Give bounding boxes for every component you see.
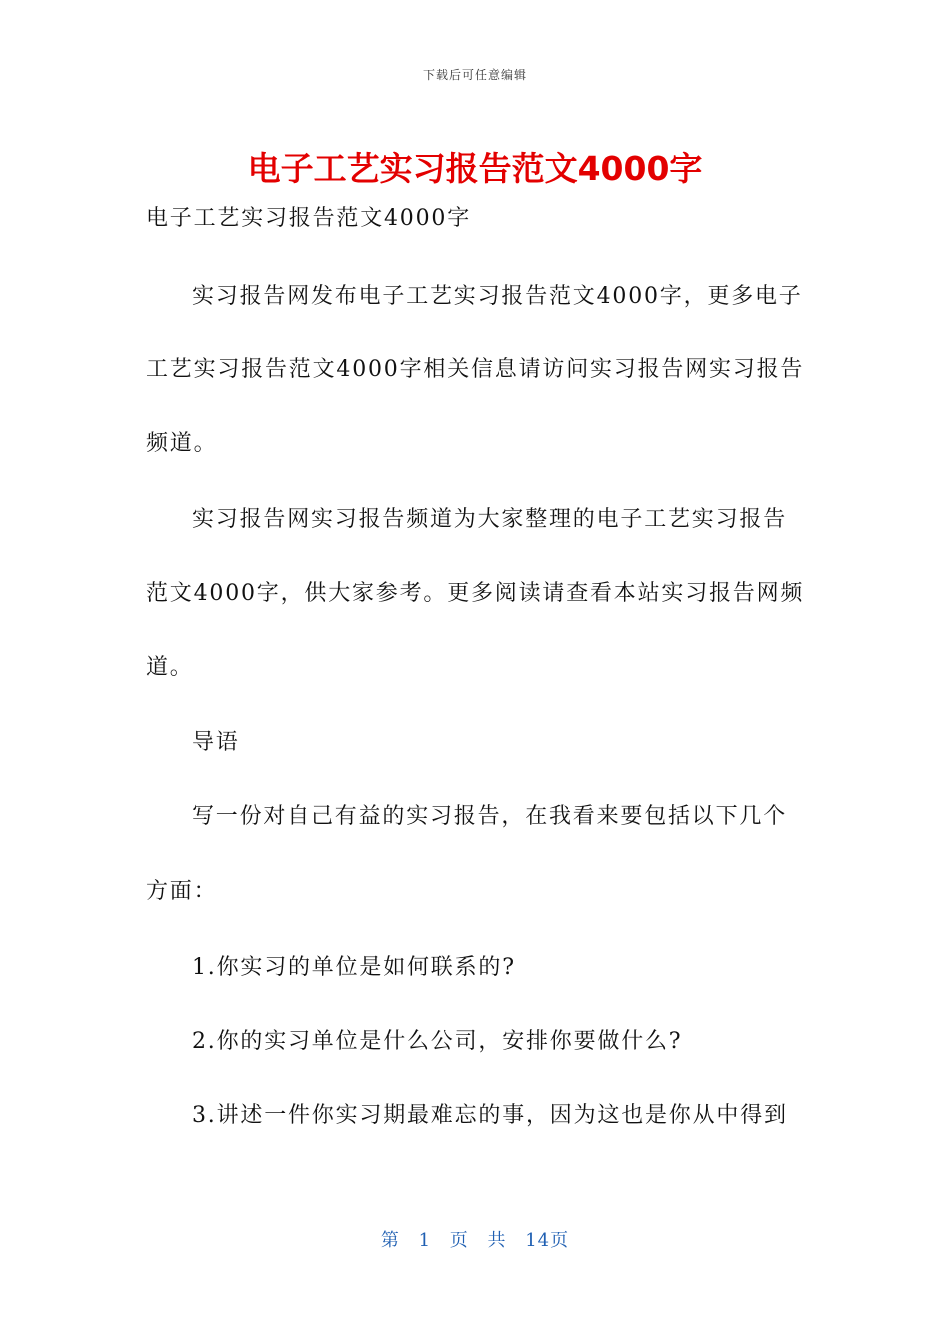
list-item: 1.你实习的单位是如何联系的? <box>192 955 516 980</box>
list-item: 2.你的实习单位是什么公司，安排你要做什么? <box>192 1029 683 1054</box>
paragraph-line: 写一份对自己有益的实习报告，在我看来要包括以下几个 <box>192 804 788 829</box>
footer-prefix: 第 <box>380 1230 400 1251</box>
footer-total-pages: 14页 <box>525 1230 570 1251</box>
footer-page-number: 1 <box>418 1230 432 1251</box>
page-footer <box>0 1226 950 1252</box>
section-heading: 导语 <box>192 730 240 755</box>
paragraph-line: 方面： <box>146 879 218 904</box>
paragraph-line: 实习报告网实习报告频道为大家整理的电子工艺实习报告 <box>192 507 788 532</box>
paragraph-line: 工艺实习报告范文4000字相关信息请访问实习报告网实习报告 <box>146 357 805 382</box>
document-title: 电子工艺实习报告范文4000字 <box>247 149 703 188</box>
footer-total-label: 共 <box>487 1230 507 1251</box>
footer-page-word: 页 <box>449 1230 469 1251</box>
paragraph-line: 频道。 <box>146 431 218 456</box>
paragraph-line: 实习报告网发布电子工艺实习报告范文4000字，更多电子 <box>192 284 803 309</box>
list-item: 3.讲述一件你实习期最难忘的事，因为这也是你从中得到 <box>192 1103 788 1128</box>
paragraph-line: 范文4000字，供大家参考。更多阅读请查看本站实习报告网频 <box>146 581 805 606</box>
header-note: 下载后可任意编辑 <box>422 68 527 82</box>
paragraph-line: 道。 <box>146 655 194 680</box>
subtitle-line: 电子工艺实习报告范文4000字 <box>146 206 471 231</box>
